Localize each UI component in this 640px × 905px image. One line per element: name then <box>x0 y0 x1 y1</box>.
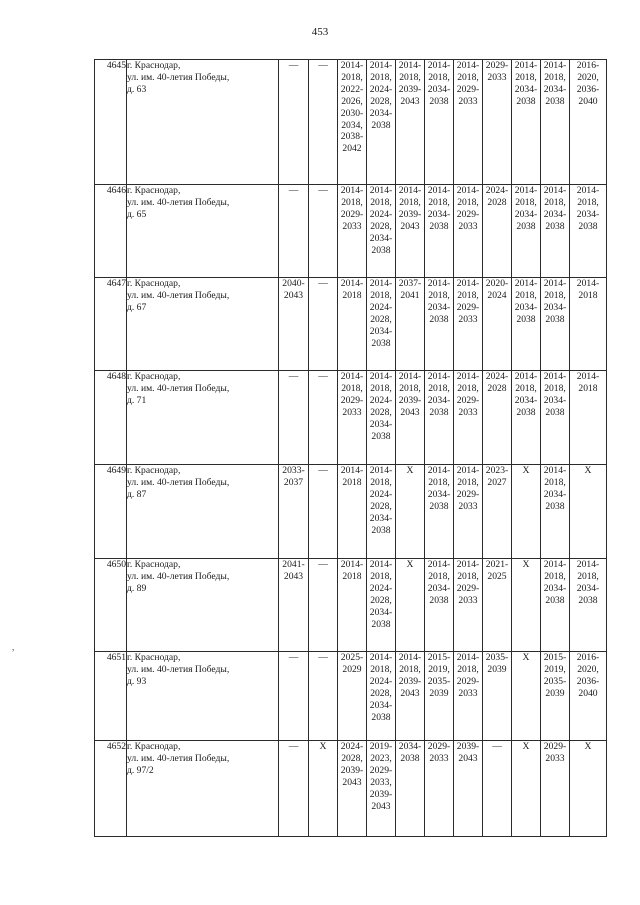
table-row <box>95 741 607 837</box>
period-cell: 2014- 2018, 2029- 2033 <box>454 652 483 741</box>
period-cell: 2014- 2018, 2034- 2038 <box>425 465 454 559</box>
address-line: ул. им. 40-летия Победы, <box>127 570 230 582</box>
period-cell: 2035- 2039 <box>483 652 512 741</box>
period-cell: 2014- 2018, 2029- 2033 <box>454 465 483 559</box>
address-cell <box>127 559 279 652</box>
period-cell: — <box>309 60 338 185</box>
period-cell: 2033- 2037 <box>279 465 309 559</box>
period-cell: — <box>309 465 338 559</box>
period-cell: 2021- 2025 <box>483 559 512 652</box>
address-cell <box>127 278 279 371</box>
period-cell: 2016- 2020, 2036- 2040 <box>570 60 607 185</box>
row-number: 4649 <box>95 465 127 559</box>
period-cell: — <box>483 741 512 837</box>
address-line: ул. им. 40-летия Победы, <box>127 289 230 301</box>
period-cell: 2041- 2043 <box>279 559 309 652</box>
period-cell: 2014- 2018, 2039- 2043 <box>396 371 425 465</box>
period-cell: 2014- 2018, 2034- 2038 <box>570 559 607 652</box>
period-cell: 2014- 2018, 2034- 2038 <box>512 371 541 465</box>
period-cell: 2014- 2018, 2034- 2038 <box>541 465 570 559</box>
address-line: г. Краснодар, <box>127 652 181 663</box>
address-cell <box>127 652 279 741</box>
row-number: 4647 <box>95 278 127 371</box>
period-cell: 2029- 2033 <box>483 60 512 185</box>
table-row <box>95 652 607 741</box>
period-cell: 2014- 2018, 2024- 2028, 2034- 2038 <box>367 652 396 741</box>
address-line: ул. им. 40-летия Победы, <box>127 382 230 394</box>
address-line: д. 65 <box>127 208 147 220</box>
period-cell: 2034- 2038 <box>396 741 425 837</box>
period-cell: — <box>279 185 309 278</box>
period-cell: 2014- 2018, 2034- 2038 <box>570 185 607 278</box>
period-cell: 2014- 2018 <box>338 465 367 559</box>
period-cell: 2014- 2018, 2034- 2038 <box>425 559 454 652</box>
address-line: ул. им. 40-летия Победы, <box>127 71 230 83</box>
period-cell: 2020- 2024 <box>483 278 512 371</box>
period-cell: — <box>279 741 309 837</box>
period-cell: 2014- 2018, 2034- 2038 <box>541 278 570 371</box>
period-cell: 2039- 2043 <box>454 741 483 837</box>
period-cell: 2014- 2018, 2029- 2033 <box>338 185 367 278</box>
period-cell: 2014- 2018, 2034- 2038 <box>541 60 570 185</box>
period-cell: 2037- 2041 <box>396 278 425 371</box>
table-row <box>95 60 607 185</box>
period-cell: 2024- 2028 <box>483 185 512 278</box>
address-cell <box>127 741 279 837</box>
row-number: 4651 <box>95 652 127 741</box>
row-number: 4646 <box>95 185 127 278</box>
period-cell: 2014- 2018 <box>338 559 367 652</box>
period-cell: 2014- 2018, 2029- 2033 <box>454 278 483 371</box>
period-cell: X <box>512 652 541 741</box>
period-cell: 2014- 2018, 2039- 2043 <box>396 185 425 278</box>
period-cell: 2014- 2018, 2029- 2033 <box>454 559 483 652</box>
period-cell: 2024- 2028 <box>483 371 512 465</box>
address-line: г. Краснодар, <box>127 371 181 382</box>
address-line: д. 89 <box>127 582 147 594</box>
period-cell: 2019- 2023, 2029- 2033, 2039- 2043 <box>367 741 396 837</box>
repair-schedule-table <box>94 59 607 837</box>
address-line: д. 97/2 <box>127 764 154 776</box>
period-cell: — <box>309 185 338 278</box>
period-cell: 2014- 2018, 2029- 2033 <box>454 371 483 465</box>
period-cell: 2014- 2018, 2034- 2038 <box>425 278 454 371</box>
period-cell: X <box>512 559 541 652</box>
address-cell <box>127 371 279 465</box>
period-cell: 2014- 2018, 2034- 2038 <box>541 371 570 465</box>
period-cell: 2029- 2033 <box>425 741 454 837</box>
period-cell: 2014- 2018, 2034- 2038 <box>541 559 570 652</box>
address-line: ул. им. 40-летия Победы, <box>127 663 230 675</box>
period-cell: 2014- 2018, 2024- 2028, 2034- 2038 <box>367 465 396 559</box>
period-cell: 2015- 2019, 2035- 2039 <box>541 652 570 741</box>
period-cell: X <box>396 559 425 652</box>
scan-mark: , <box>12 642 15 652</box>
address-line: г. Краснодар, <box>127 60 181 71</box>
address-line: ул. им. 40-летия Победы, <box>127 476 230 488</box>
period-cell: 2014- 2018, 2039- 2043 <box>396 652 425 741</box>
period-cell: 2014- 2018, 2039- 2043 <box>396 60 425 185</box>
period-cell: X <box>570 465 607 559</box>
address-line: ул. им. 40-летия Победы, <box>127 752 230 764</box>
period-cell: — <box>279 60 309 185</box>
period-cell: 2014- 2018 <box>570 278 607 371</box>
address-line: д. 93 <box>127 675 147 687</box>
period-cell: 2014- 2018, 2034- 2038 <box>541 185 570 278</box>
address-line: д. 87 <box>127 488 147 500</box>
table-row <box>95 371 607 465</box>
table-row <box>95 278 607 371</box>
period-cell: 2014- 2018, 2024- 2028, 2034- 2038 <box>367 559 396 652</box>
period-cell: 2023- 2027 <box>483 465 512 559</box>
address-line: ул. им. 40-летия Победы, <box>127 196 230 208</box>
period-cell: 2014- 2018, 2034- 2038 <box>425 185 454 278</box>
period-cell: 2014- 2018, 2024- 2028, 2034- 2038 <box>367 371 396 465</box>
row-number: 4650 <box>95 559 127 652</box>
row-number: 4645 <box>95 60 127 185</box>
table-row <box>95 185 607 278</box>
period-cell: — <box>309 371 338 465</box>
period-cell: X <box>396 465 425 559</box>
period-cell: — <box>309 278 338 371</box>
period-cell: 2014- 2018, 2029- 2033 <box>454 185 483 278</box>
period-cell: 2014- 2018, 2034- 2038 <box>425 371 454 465</box>
period-cell: X <box>512 465 541 559</box>
address-line: г. Краснодар, <box>127 465 181 476</box>
period-cell: — <box>279 371 309 465</box>
period-cell: 2014- 2018, 2022- 2026, 2030- 2034, 2038- 2042 <box>338 60 367 185</box>
address-cell <box>127 60 279 185</box>
period-cell: 2014- 2018, 2034- 2038 <box>425 60 454 185</box>
row-number: 4652 <box>95 741 127 837</box>
period-cell: 2014- 2018, 2024- 2028, 2034- 2038 <box>367 185 396 278</box>
address-line: г. Краснодар, <box>127 278 181 289</box>
period-cell: 2014- 2018, 2029- 2033 <box>454 60 483 185</box>
address-line: д. 71 <box>127 394 147 406</box>
address-line: д. 63 <box>127 83 147 95</box>
address-line: г. Краснодар, <box>127 741 181 752</box>
period-cell: — <box>309 559 338 652</box>
period-cell: 2015- 2019, 2035- 2039 <box>425 652 454 741</box>
period-cell: 2014- 2018, 2024- 2028, 2034- 2038 <box>367 60 396 185</box>
period-cell: 2014- 2018, 2029- 2033 <box>338 371 367 465</box>
period-cell: — <box>279 652 309 741</box>
period-cell: 2024- 2028, 2039- 2043 <box>338 741 367 837</box>
period-cell: X <box>570 741 607 837</box>
address-line: д. 67 <box>127 301 147 313</box>
period-cell: 2014- 2018 <box>570 371 607 465</box>
period-cell: 2025- 2029 <box>338 652 367 741</box>
table-row <box>95 559 607 652</box>
period-cell: 2016- 2020, 2036- 2040 <box>570 652 607 741</box>
row-number: 4648 <box>95 371 127 465</box>
period-cell: 2029- 2033 <box>541 741 570 837</box>
page-number: 453 <box>311 26 329 38</box>
period-cell: 2040- 2043 <box>279 278 309 371</box>
period-cell: — <box>309 652 338 741</box>
period-cell: 2014- 2018, 2024- 2028, 2034- 2038 <box>367 278 396 371</box>
period-cell: 2014- 2018 <box>338 278 367 371</box>
address-cell <box>127 185 279 278</box>
period-cell: 2014- 2018, 2034- 2038 <box>512 60 541 185</box>
address-cell <box>127 465 279 559</box>
address-line: г. Краснодар, <box>127 559 181 570</box>
period-cell: X <box>309 741 338 837</box>
period-cell: X <box>512 741 541 837</box>
period-cell: 2014- 2018, 2034- 2038 <box>512 185 541 278</box>
table-row <box>95 465 607 559</box>
address-line: г. Краснодар, <box>127 185 181 196</box>
period-cell: 2014- 2018, 2034- 2038 <box>512 278 541 371</box>
